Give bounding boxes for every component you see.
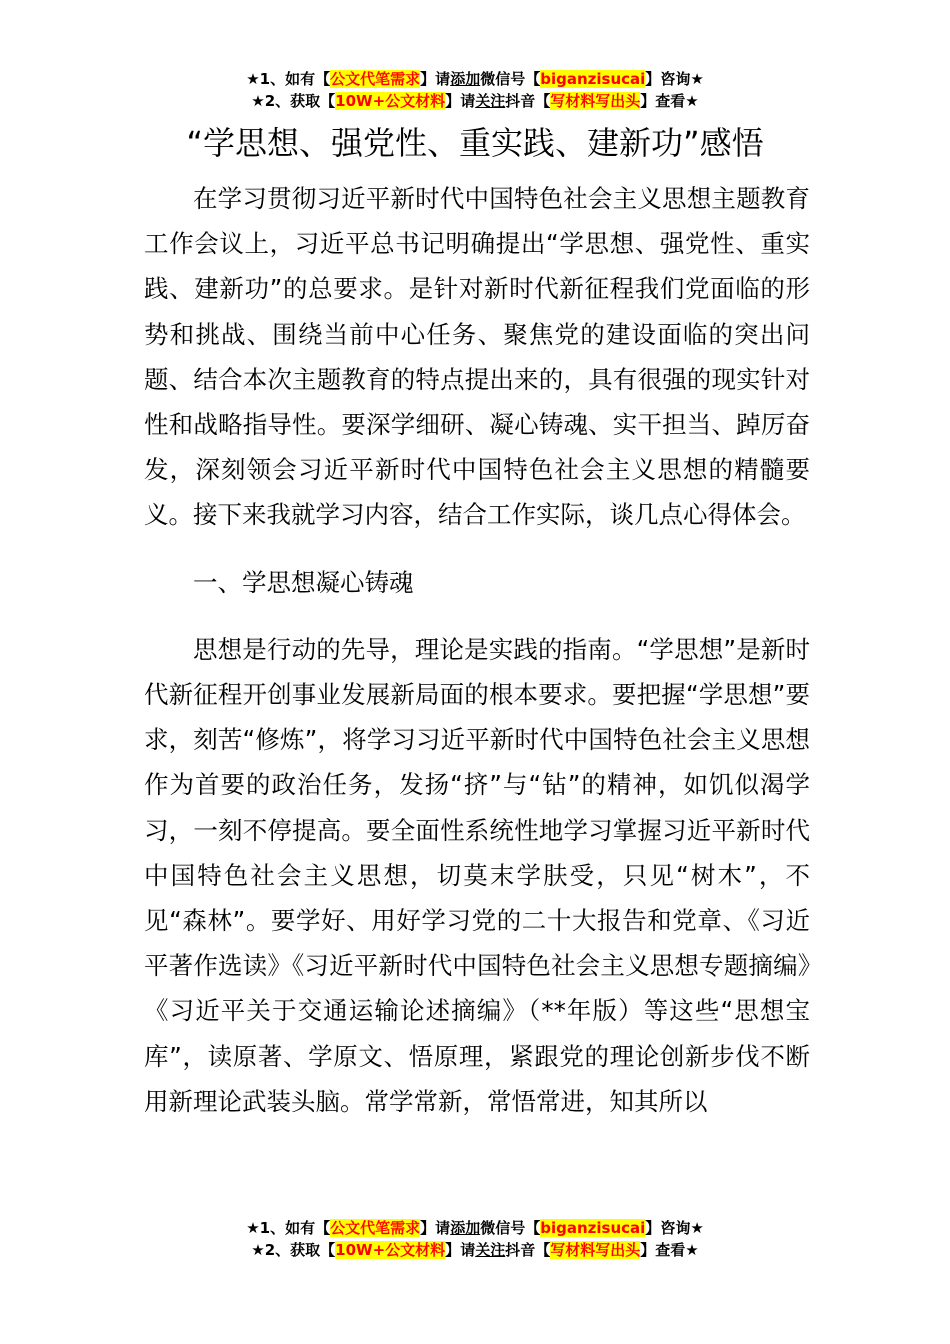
header-ad (0, 68, 950, 112)
ad-highlight-materials: 10W+公文材料 (335, 92, 446, 110)
ad-line-2: ★2、获取【10W+公文材料】请关注抖音【写材料写出头】查看★ (251, 92, 699, 110)
footer-ad (0, 1217, 950, 1261)
ad-text: 微信号 (480, 70, 526, 88)
ad-text: 查看★ (655, 92, 699, 110)
ad-text: 请 (460, 92, 476, 110)
ad-line-2: ★2、获取【10W+公文材料】请关注抖音【写材料写出头】查看★ (251, 1241, 699, 1259)
document-title: “学思想、强党性、重实践、建新功”感悟 (186, 124, 764, 162)
ad-text: 请 (435, 70, 451, 88)
paragraph-body: 思想是行动的先导，理论是实践的指南。“学思想”是新时代新征程开创事业发展新局面的根本要求。要把握“学思想”要求，刻苦“修炼”，将学习习近平新时代中国特色社会主义思想作为首要的政治任务，发扬“挤”与“钻”的精神，如饥似渴学习，一刻不停提高。要全面性系统性地学习掌握习近平新时代中国特色社会主义思想，切莫末学肤受，只见“树木”，不见“森林”。要学好、用好学习党的二十大报告和党章、《习近平著作选读》《习近平新时代中国特色社会主义思想专题摘编》《习近平关于交通运输论述摘编》（**年版）等这些“思想宝库”，读原著、学原文、悟原理，紧跟党的理论创新步伐不断用新理论武装头脑。常学常新，常悟常进，知其所以 (144, 634, 810, 1116)
ad-text: 咨询★ (660, 1219, 704, 1237)
document-body (144, 176, 810, 1124)
ad-highlight-douyin: 写材料写出头 (550, 1241, 641, 1259)
ad-text-underlined: 关注 (475, 92, 506, 110)
ad-text: 查看★ (655, 1241, 699, 1259)
ad-highlight-materials: 10W+公文材料 (335, 1241, 446, 1259)
ad-highlight-service: 公文代笔需求 (330, 70, 421, 88)
ad-text: ★2、获取 (251, 1241, 321, 1259)
ad-highlight-wechat-id: biganzisucai (540, 70, 646, 88)
ad-line-1: ★1、如有【公文代笔需求】请添加微信号【biganzisucai】咨询★ (246, 70, 704, 88)
paragraph-intro: 在学习贯彻习近平新时代中国特色社会主义思想主题教育工作会议上，习近平总书记明确提出“学思想、强党性、重实践、建新功”的总要求。是针对新时代新征程我们党面临的形势和挑战、围绕当前中心任务、聚焦党的建设面临的突出问题、结合本次主题教育的特点提出来的，具有很强的现实针对性和战略指导性。要深学细研、凝心铸魂、实干担当、踔厉奋发，深刻领会习近平新时代中国特色社会主义思想的精髓要义。接下来我就学习内容，结合工作实际，谈几点心得体会。 (144, 184, 810, 530)
ad-text: ★1、如有 (246, 1219, 316, 1237)
ad-text: 抖音 (505, 92, 536, 110)
ad-text: 请 (435, 1219, 451, 1237)
bracket: 【 (315, 70, 331, 88)
section-heading: 一、学思想凝心铸魂 (193, 567, 414, 597)
ad-text-underlined: 添加 (450, 70, 481, 88)
ad-text-underlined: 添加 (450, 1219, 481, 1237)
ad-highlight-douyin: 写材料写出头 (550, 92, 641, 110)
ad-text: 微信号 (480, 1219, 526, 1237)
ad-text: 咨询★ (660, 70, 704, 88)
ad-text: 抖音 (505, 1241, 536, 1259)
ad-text-underlined: 关注 (475, 1241, 506, 1259)
ad-line-1: ★1、如有【公文代笔需求】请添加微信号【biganzisucai】咨询★ (246, 1219, 704, 1237)
ad-highlight-service: 公文代笔需求 (330, 1219, 421, 1237)
ad-text: ★2、获取 (251, 92, 321, 110)
ad-highlight-wechat-id: biganzisucai (540, 1219, 646, 1237)
ad-text: ★1、如有 (246, 70, 316, 88)
ad-text: 请 (460, 1241, 476, 1259)
